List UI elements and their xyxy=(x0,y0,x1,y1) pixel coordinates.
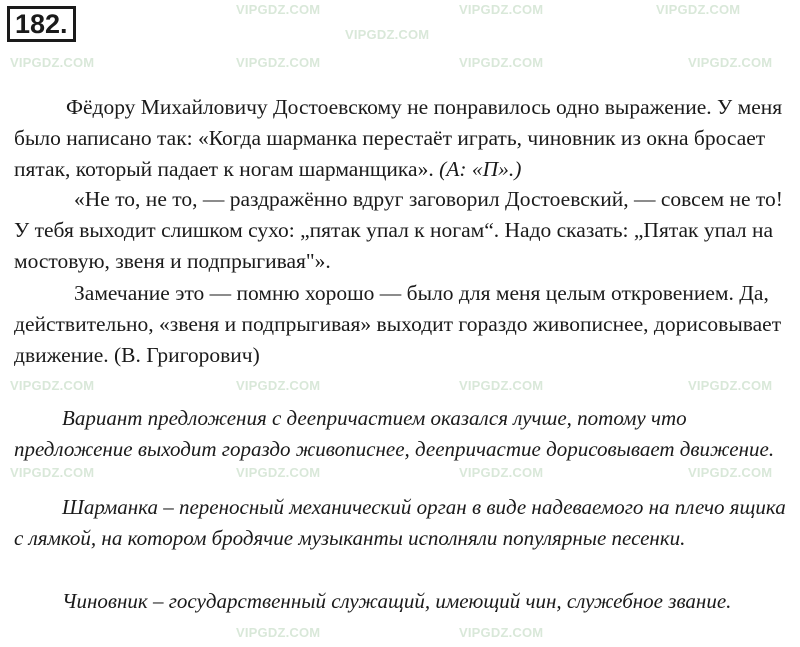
paragraph-1 xyxy=(14,92,786,185)
watermark: VIPGDZ.COM xyxy=(459,2,544,17)
watermark: VIPGDZ.COM xyxy=(10,378,95,393)
watermark: VIPGDZ.COM xyxy=(459,625,544,640)
answer-2: Шарманка – переносный механический орган в виде надеваемого на плечо ящика с лямкой, на котором бродячие музыканты исполняли популярные песенки. xyxy=(14,495,786,550)
watermark: VIPGDZ.COM xyxy=(236,2,321,17)
watermark: VIPGDZ.COM xyxy=(459,465,544,480)
source-note: (А: «П».) xyxy=(439,157,522,181)
watermark: VIPGDZ.COM xyxy=(345,27,430,42)
watermark: VIPGDZ.COM xyxy=(688,55,773,70)
paragraph-3: Замечание это — помню хорошо — было для меня целым откровением. Да, действительно, «звеня и подпрыгивая» выходит гораздо живописнее, дорисовывает движение. (В. Григорович) xyxy=(14,281,782,367)
answer-3: Чиновник – государственный служащий, имеющий чин, служебное звание. xyxy=(62,589,732,613)
exercise-number: 182. xyxy=(7,6,76,42)
watermark: VIPGDZ.COM xyxy=(10,55,95,70)
watermark: VIPGDZ.COM xyxy=(236,625,321,640)
watermark: VIPGDZ.COM xyxy=(656,2,741,17)
paragraph-2: «Не то, не то, — раздражённо вдруг заговорил Достоевский, — совсем не то! У тебя выходит слишком сухо: „пятак упал к ногам“. Надо сказать: „Пятак упал на мостовую, звеня и подпрыгивая"». xyxy=(14,187,783,273)
watermark: VIPGDZ.COM xyxy=(10,465,95,480)
answer-1: Вариант предложения с деепричастием оказался лучше, потому что предложение выходит гораздо живописнее, деепричастие дорисовывает движение. xyxy=(14,406,775,461)
watermark: VIPGDZ.COM xyxy=(459,55,544,70)
watermark: VIPGDZ.COM xyxy=(236,55,321,70)
watermark: VIPGDZ.COM xyxy=(459,378,544,393)
watermark: VIPGDZ.COM xyxy=(236,465,321,480)
paragraph-1-text: Фёдору Михайловичу Достоевскому не понравилось одно выражение. У меня было написано так: «Когда шарманка перестаёт играть, чиновник из окна бросает пятак, который падает к ногам шарманщика». xyxy=(14,95,783,181)
watermark: VIPGDZ.COM xyxy=(236,378,321,393)
watermark: VIPGDZ.COM xyxy=(688,378,773,393)
watermark: VIPGDZ.COM xyxy=(688,465,773,480)
